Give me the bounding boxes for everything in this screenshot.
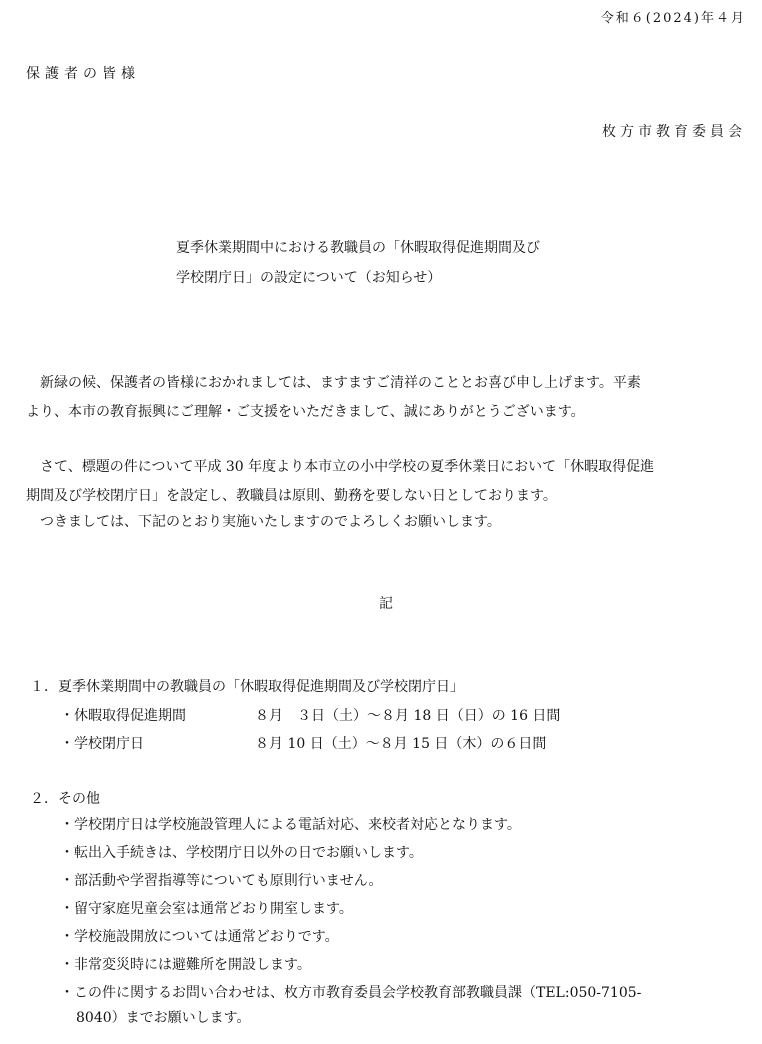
list-item: ・部活動や学習指導等についても原則行いません。: [60, 873, 383, 889]
list-item: ・学校閉庁日は学校施設管理人による電話対応、来校者対応となります。: [60, 817, 521, 833]
list-item: ・非常変災時には避難所を開設します。: [60, 957, 311, 973]
title-line-2: 学校閉庁日」の設定について（お知らせ）: [176, 270, 442, 286]
title-line-1: 夏季休業期間中における教職員の「休暇取得促進期間及び: [176, 240, 540, 256]
paragraph-line: 新緑の候、保護者の皆様におかれましては、ますますご清祥のこととお喜び申し上げます。平素: [26, 375, 641, 391]
contact-line-2: 8040）までお願いします。: [76, 1010, 251, 1026]
document-title: [176, 233, 540, 293]
contact-line-1: ・この件に関するお問い合わせは、枚方市教育委員会学校教育部教職員課（TEL:050-7105-: [60, 985, 642, 1001]
paragraph-line: さて、標題の件について平成 30 年度より本市立の小中学校の夏季休業日において「休暇取得促進: [26, 459, 655, 475]
list-item: ・留守家庭児童会室は通常どおり開室します。: [60, 901, 353, 917]
issue-date: 令和６(2024)年４月: [600, 11, 746, 26]
schedule-label: ・学校閉庁日: [60, 736, 144, 752]
section-1-heading: １．夏季休業期間中の教職員の「休暇取得促進期間及び学校閉庁日」: [30, 679, 464, 695]
list-item: ・学校施設開放については通常どおりです。: [60, 929, 339, 945]
schedule-value: ８月 10 日（土）～８月 15 日（木）の６日間: [255, 736, 547, 752]
ki-heading: 記: [379, 596, 393, 612]
list-item: ・転出入手続きは、学校閉庁日以外の日でお願いします。: [60, 845, 423, 861]
paragraph-line: 期間及び学校閉庁日」を設定し、教職員は原則、勤務を要しない日としております。: [26, 488, 557, 504]
request-paragraph: [26, 508, 756, 537]
greeting-paragraph: [26, 369, 756, 427]
schedule-label: ・休暇取得促進期間: [60, 708, 186, 724]
sender: 枚方市教育委員会: [602, 124, 746, 140]
schedule-value: ８月 ３日（土）～８月 18 日（日）の 16 日間: [255, 708, 561, 724]
addressee: 保護者の皆様: [26, 66, 140, 82]
notice-paragraph: [26, 453, 756, 511]
paragraph-line: つきましては、下記のとおり実施いたしますのでよろしくお願いします。: [26, 514, 501, 530]
list-item-contact: [60, 986, 641, 1025]
other-notes-list: [60, 818, 641, 1025]
section-2-heading: ２．その他: [30, 791, 100, 807]
paragraph-line: より、本市の教育振興にご理解・ご支援をいただきまして、誠にありがとうございます。: [26, 404, 585, 420]
